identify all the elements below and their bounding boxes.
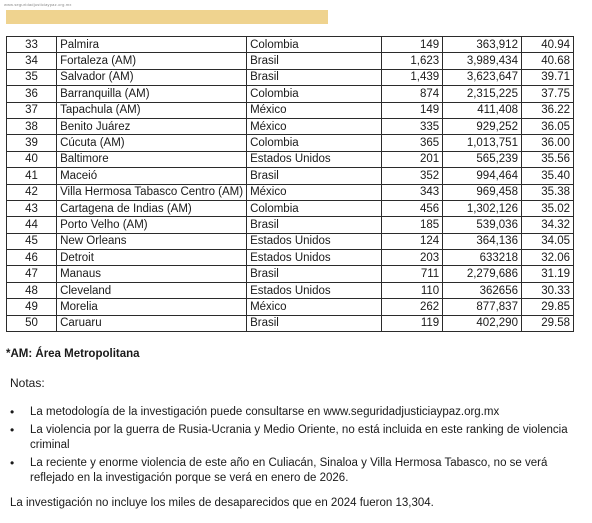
country-cell: México xyxy=(247,299,382,315)
rate-cell: 40.94 xyxy=(521,37,573,53)
population-cell: 402,290 xyxy=(443,315,522,331)
homicides-cell: 874 xyxy=(382,86,443,102)
table-row xyxy=(7,200,574,216)
rank-cell: 36 xyxy=(7,86,57,102)
table-row xyxy=(7,250,574,266)
country-cell: México xyxy=(247,184,382,200)
table-row xyxy=(7,184,574,200)
city-cell: Villa Hermosa Tabasco Centro (AM) xyxy=(57,184,247,200)
notes-list xyxy=(10,405,580,489)
population-cell: 364,136 xyxy=(443,233,522,249)
homicides-cell: 365 xyxy=(382,135,443,151)
homicides-cell: 456 xyxy=(382,200,443,216)
table-row xyxy=(7,266,574,282)
rate-cell: 40.68 xyxy=(521,53,573,69)
rank-cell: 50 xyxy=(7,315,57,331)
population-cell: 994,464 xyxy=(443,168,522,184)
population-cell: 877,837 xyxy=(443,299,522,315)
table-row xyxy=(7,69,574,85)
rank-cell: 44 xyxy=(7,217,57,233)
population-cell: 411,408 xyxy=(443,102,522,118)
table-row xyxy=(7,217,574,233)
country-cell: Brasil xyxy=(247,53,382,69)
rank-cell: 45 xyxy=(7,233,57,249)
rate-cell: 36.05 xyxy=(521,118,573,134)
population-cell: 969,458 xyxy=(443,184,522,200)
country-cell: México xyxy=(247,102,382,118)
highlight-banner xyxy=(6,10,328,24)
rate-cell: 31.19 xyxy=(521,266,573,282)
rate-cell: 34.32 xyxy=(521,217,573,233)
city-cell: Detroit xyxy=(57,250,247,266)
country-cell: Brasil xyxy=(247,315,382,331)
country-cell: Brasil xyxy=(247,168,382,184)
rank-cell: 37 xyxy=(7,102,57,118)
homicides-cell: 262 xyxy=(382,299,443,315)
population-cell: 3,989,434 xyxy=(443,53,522,69)
note-text: La metodología de la investigación puede consultarse en www.seguridadjusticiaypaz.org.mx xyxy=(30,406,500,418)
bullet-icon: • xyxy=(10,405,15,419)
note-text: La reciente y enorme violencia de este año en Culiacán, Sinaloa y Villa Hermosa Tabasco, no se verá reflejado en la investigación porque se verá en enero de 2026. xyxy=(30,457,548,484)
homicides-cell: 1,439 xyxy=(382,69,443,85)
city-cell: New Orleans xyxy=(57,233,247,249)
note-item xyxy=(10,423,580,453)
homicides-cell: 124 xyxy=(382,233,443,249)
country-cell: Colombia xyxy=(247,37,382,53)
country-cell: Colombia xyxy=(247,200,382,216)
homicides-cell: 343 xyxy=(382,184,443,200)
city-cell: Morelia xyxy=(57,299,247,315)
city-cell: Cúcuta (AM) xyxy=(57,135,247,151)
rate-cell: 35.38 xyxy=(521,184,573,200)
ranking-table-body xyxy=(7,37,574,332)
country-cell: Estados Unidos xyxy=(247,282,382,298)
note-text: La violencia por la guerra de Rusia-Ucrania y Medio Oriente, no está incluida en este ranking de violencia criminal xyxy=(30,424,568,451)
homicides-cell: 711 xyxy=(382,266,443,282)
footnote-am: *AM: Área Metropolitana xyxy=(6,348,140,360)
homicides-cell: 149 xyxy=(382,102,443,118)
city-cell: Caruaru xyxy=(57,315,247,331)
table-row xyxy=(7,168,574,184)
population-cell: 3,623,647 xyxy=(443,69,522,85)
table-row xyxy=(7,53,574,69)
city-cell: Salvador (AM) xyxy=(57,69,247,85)
city-cell: Porto Velho (AM) xyxy=(57,217,247,233)
population-cell: 363,912 xyxy=(443,37,522,53)
population-cell: 565,239 xyxy=(443,151,522,167)
country-cell: Brasil xyxy=(247,217,382,233)
population-cell: 2,315,225 xyxy=(443,86,522,102)
table-row xyxy=(7,86,574,102)
rank-cell: 39 xyxy=(7,135,57,151)
city-cell: Palmira xyxy=(57,37,247,53)
city-cell: Fortaleza (AM) xyxy=(57,53,247,69)
table-row xyxy=(7,315,574,331)
city-cell: Baltimore xyxy=(57,151,247,167)
homicides-cell: 352 xyxy=(382,168,443,184)
population-cell: 539,036 xyxy=(443,217,522,233)
country-cell: Estados Unidos xyxy=(247,250,382,266)
homicides-cell: 149 xyxy=(382,37,443,53)
homicides-cell: 110 xyxy=(382,282,443,298)
rank-cell: 43 xyxy=(7,200,57,216)
rank-cell: 41 xyxy=(7,168,57,184)
homicides-cell: 203 xyxy=(382,250,443,266)
final-note: La investigación no incluye los miles de desaparecidos que en 2024 fueron 13,304. xyxy=(10,497,434,509)
rate-cell: 35.02 xyxy=(521,200,573,216)
rank-cell: 33 xyxy=(7,37,57,53)
country-cell: Colombia xyxy=(247,135,382,151)
table-row xyxy=(7,37,574,53)
rank-cell: 49 xyxy=(7,299,57,315)
city-cell: Cleveland xyxy=(57,282,247,298)
city-cell: Benito Juárez xyxy=(57,118,247,134)
rate-cell: 32.06 xyxy=(521,250,573,266)
homicides-cell: 335 xyxy=(382,118,443,134)
table-row xyxy=(7,299,574,315)
city-cell: Barranquilla (AM) xyxy=(57,86,247,102)
population-cell: 362656 xyxy=(443,282,522,298)
rank-cell: 38 xyxy=(7,118,57,134)
rank-cell: 48 xyxy=(7,282,57,298)
table-row xyxy=(7,102,574,118)
country-cell: Estados Unidos xyxy=(247,151,382,167)
rate-cell: 39.71 xyxy=(521,69,573,85)
rate-cell: 35.56 xyxy=(521,151,573,167)
country-cell: Colombia xyxy=(247,86,382,102)
country-cell: Estados Unidos xyxy=(247,233,382,249)
notes-title: Notas: xyxy=(10,376,45,390)
homicides-cell: 1,623 xyxy=(382,53,443,69)
rank-cell: 35 xyxy=(7,69,57,85)
bullet-icon: • xyxy=(10,456,15,470)
rank-cell: 47 xyxy=(7,266,57,282)
city-cell: Maceió xyxy=(57,168,247,184)
city-cell: Manaus xyxy=(57,266,247,282)
rate-cell: 29.85 xyxy=(521,299,573,315)
table-row xyxy=(7,151,574,167)
note-item xyxy=(10,405,580,420)
country-cell: México xyxy=(247,118,382,134)
homicides-cell: 201 xyxy=(382,151,443,167)
city-cell: Cartagena de Indias (AM) xyxy=(57,200,247,216)
rate-cell: 36.22 xyxy=(521,102,573,118)
rate-cell: 36.00 xyxy=(521,135,573,151)
rate-cell: 29.58 xyxy=(521,315,573,331)
country-cell: Brasil xyxy=(247,69,382,85)
table-row xyxy=(7,233,574,249)
note-item xyxy=(10,456,580,486)
rank-cell: 42 xyxy=(7,184,57,200)
bullet-icon: • xyxy=(10,423,15,437)
population-cell: 1,302,126 xyxy=(443,200,522,216)
population-cell: 633218 xyxy=(443,250,522,266)
rate-cell: 30.33 xyxy=(521,282,573,298)
rate-cell: 34.05 xyxy=(521,233,573,249)
ranking-table xyxy=(6,36,574,332)
country-cell: Brasil xyxy=(247,266,382,282)
rank-cell: 46 xyxy=(7,250,57,266)
population-cell: 1,013,751 xyxy=(443,135,522,151)
rate-cell: 35.40 xyxy=(521,168,573,184)
homicides-cell: 185 xyxy=(382,217,443,233)
header-caption: www.seguridadjusticiaypaz.org.mx xyxy=(4,2,72,7)
table-row xyxy=(7,118,574,134)
city-cell: Tapachula (AM) xyxy=(57,102,247,118)
rate-cell: 37.75 xyxy=(521,86,573,102)
homicides-cell: 119 xyxy=(382,315,443,331)
population-cell: 929,252 xyxy=(443,118,522,134)
rank-cell: 40 xyxy=(7,151,57,167)
rank-cell: 34 xyxy=(7,53,57,69)
population-cell: 2,279,686 xyxy=(443,266,522,282)
table-row xyxy=(7,282,574,298)
table-row xyxy=(7,135,574,151)
